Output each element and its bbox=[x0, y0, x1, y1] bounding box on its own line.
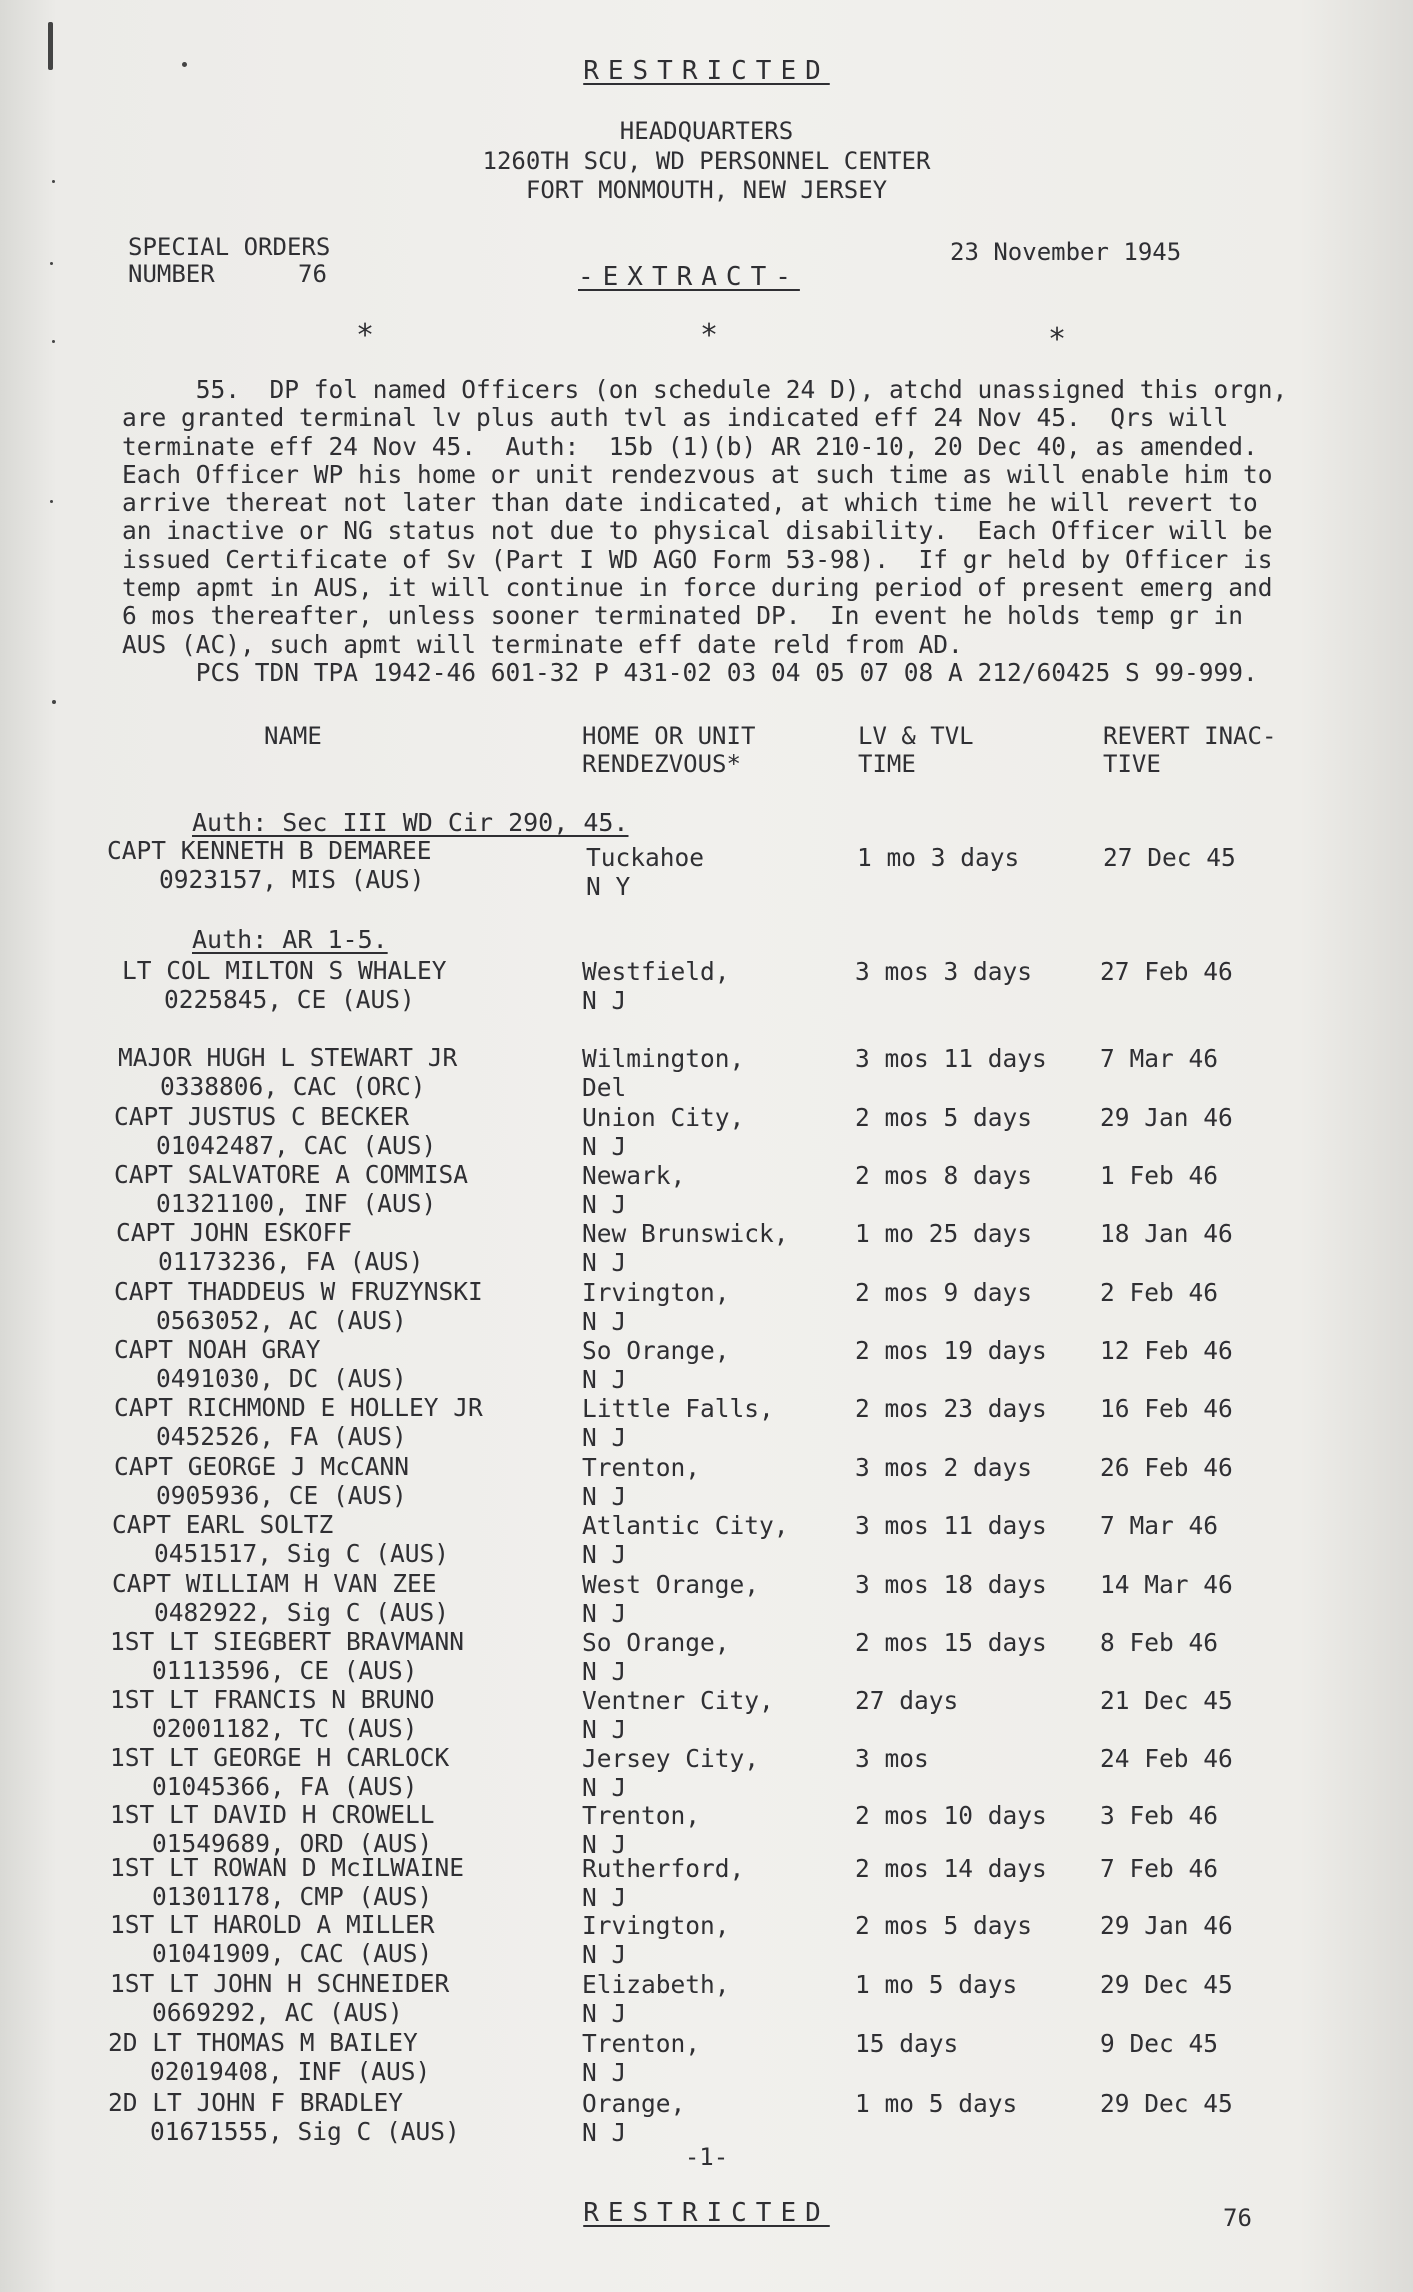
paragraph-line: PCS TDN TPA 1942-46 601-32 P 431-02 03 04 05 07 08 A 212/60425 S 99-999. bbox=[122, 657, 1258, 687]
officer-leave: 2 mos 15 days bbox=[855, 1628, 1047, 1657]
section-authority: Auth: Sec III WD Cir 290, 45. bbox=[192, 808, 629, 837]
officer-leave: 1 mo 5 days bbox=[855, 1970, 1018, 1999]
officer-leave: 3 mos 2 days bbox=[855, 1453, 1033, 1482]
officer-name-cell bbox=[110, 1853, 464, 1911]
officer-revert-date: 2 Feb 46 bbox=[1100, 1278, 1219, 1307]
officer-name: CAPT GEORGE J McCANN bbox=[114, 1452, 410, 1481]
officer-revert-date: 27 Feb 46 bbox=[1100, 957, 1233, 986]
officer-serial: 0338806, CAC (ORC) bbox=[160, 1072, 426, 1101]
officer-leave: 3 mos 11 days bbox=[855, 1044, 1047, 1073]
column-header-name: NAME bbox=[264, 722, 322, 750]
paragraph-line: issued Certificate of Sv (Part I WD AGO Form 53-98). If gr held by Officer is bbox=[122, 544, 1273, 574]
officer-revert-date: 29 Dec 45 bbox=[1100, 1970, 1233, 1999]
paragraph-line: arrive thereat not later than date indicated, at which time he will revert to bbox=[122, 488, 1258, 518]
officer-leave: 2 mos 19 days bbox=[855, 1336, 1047, 1365]
officer-revert-date: 3 Feb 46 bbox=[1100, 1801, 1219, 1830]
officer-home-cell: New Brunswick, N J bbox=[582, 1219, 789, 1277]
officer-name: CAPT NOAH GRAY bbox=[114, 1335, 321, 1364]
officer-leave: 3 mos 3 days bbox=[855, 957, 1033, 986]
officer-leave: 27 days bbox=[855, 1686, 959, 1715]
officer-name: 1ST LT HAROLD A MILLER bbox=[110, 1910, 435, 1939]
classification-bottom: RESTRICTED bbox=[583, 2198, 830, 2228]
officer-name-cell bbox=[108, 2088, 460, 2146]
officer-name: CAPT JUSTUS C BECKER bbox=[114, 1102, 410, 1131]
officer-serial: 0905936, CE (AUS) bbox=[156, 1481, 407, 1510]
officer-leave: 2 mos 8 days bbox=[855, 1161, 1033, 1190]
officer-name: 1ST LT GEORGE H CARLOCK bbox=[110, 1743, 450, 1772]
column-header-revert: REVERT INAC- TIVE bbox=[1103, 722, 1277, 778]
margin-speck bbox=[50, 262, 53, 265]
officer-leave: 2 mos 14 days bbox=[855, 1854, 1047, 1883]
officer-serial: 01041909, CAC (AUS) bbox=[152, 1939, 433, 1968]
paragraph-line: are granted terminal lv plus auth tvl as indicated eff 24 Nov 45. Qrs will bbox=[122, 403, 1229, 433]
officer-name: 1ST LT SIEGBERT BRAVMANN bbox=[110, 1627, 465, 1656]
officer-leave: 2 mos 5 days bbox=[855, 1911, 1033, 1940]
officer-name-cell bbox=[110, 1685, 435, 1743]
separator-star: * bbox=[356, 318, 375, 353]
officer-leave: 3 mos 11 days bbox=[855, 1511, 1047, 1540]
officer-name-cell bbox=[108, 2028, 430, 2086]
officer-revert-date: 16 Feb 46 bbox=[1100, 1394, 1233, 1423]
special-orders-label: SPECIAL ORDERS bbox=[128, 233, 331, 261]
officer-home-cell: Rutherford, N J bbox=[582, 1854, 745, 1912]
officer-name-cell bbox=[116, 1218, 424, 1276]
officer-serial: 01045366, FA (AUS) bbox=[152, 1772, 418, 1801]
officer-name: CAPT EARL SOLTZ bbox=[112, 1510, 334, 1539]
column-header-home: HOME OR UNIT RENDEZVOUS* bbox=[582, 722, 756, 778]
officer-name: CAPT JOHN ESKOFF bbox=[116, 1218, 353, 1247]
officer-serial: 01113596, CE (AUS) bbox=[152, 1656, 418, 1685]
officer-serial: 0923157, MIS (AUS) bbox=[159, 865, 425, 894]
officer-home-cell: Trenton, N J bbox=[582, 1453, 701, 1511]
officer-name-cell bbox=[112, 1569, 449, 1627]
page-marker: -1- bbox=[684, 2143, 729, 2171]
officer-leave: 3 mos bbox=[855, 1744, 929, 1773]
officer-revert-date: 7 Mar 46 bbox=[1100, 1044, 1219, 1073]
officer-home-cell: Trenton, N J bbox=[582, 1801, 701, 1859]
paragraph-line: AUS (AC), such apmt will terminate eff date reld from AD. bbox=[122, 629, 963, 659]
officer-leave: 1 mo 5 days bbox=[855, 2089, 1018, 2118]
officer-home-cell: Wilmington, Del bbox=[582, 1044, 745, 1102]
header-line-3: FORT MONMOUTH, NEW JERSEY bbox=[525, 176, 888, 204]
footer-order-number: 76 bbox=[1223, 2204, 1252, 2232]
officer-serial: 02019408, INF (AUS) bbox=[150, 2057, 431, 2086]
officer-serial: 0669292, AC (AUS) bbox=[152, 1998, 403, 2027]
order-date: 23 November 1945 bbox=[950, 238, 1182, 266]
officer-home-cell: Atlantic City, N J bbox=[582, 1511, 789, 1569]
separator-star: * bbox=[700, 318, 719, 353]
officer-serial: 01301178, CMP (AUS) bbox=[152, 1882, 433, 1911]
officer-name: 2D LT THOMAS M BAILEY bbox=[108, 2028, 418, 2057]
officer-name-cell bbox=[114, 1335, 407, 1393]
order-paragraph bbox=[122, 375, 1288, 687]
officer-name-cell bbox=[114, 1393, 483, 1451]
order-number: 76 bbox=[298, 260, 327, 288]
officer-home-cell: Trenton, N J bbox=[582, 2029, 701, 2087]
officer-leave: 2 mos 23 days bbox=[855, 1394, 1047, 1423]
number-label: NUMBER bbox=[128, 260, 215, 288]
officer-name-cell bbox=[110, 1800, 435, 1858]
officer-leave: 1 mo 3 days bbox=[857, 843, 1020, 872]
paragraph-line: 6 mos thereafter, unless sooner terminated DP. In event he holds temp gr in bbox=[122, 601, 1244, 631]
officer-home-cell: Tuckahoe N Y bbox=[586, 843, 705, 901]
officer-name-cell bbox=[114, 1160, 468, 1218]
paragraph-line: Each Officer WP his home or unit rendezvous at such time as will enable him to bbox=[122, 459, 1273, 489]
officer-serial: 0225845, CE (AUS) bbox=[164, 985, 415, 1014]
officer-revert-date: 12 Feb 46 bbox=[1100, 1336, 1233, 1365]
officer-name: CAPT KENNETH B DEMAREE bbox=[107, 836, 432, 865]
officer-home-cell: Irvington, N J bbox=[582, 1911, 730, 1969]
officer-home-cell: Little Falls, N J bbox=[582, 1394, 774, 1452]
officer-revert-date: 29 Dec 45 bbox=[1100, 2089, 1233, 2118]
paragraph-line: 55. DP fol named Officers (on schedule 24 D), atchd unassigned this orgn, bbox=[122, 375, 1288, 404]
officer-name-cell bbox=[114, 1452, 409, 1510]
officer-leave: 2 mos 5 days bbox=[855, 1103, 1033, 1132]
officer-name-cell bbox=[110, 1969, 449, 2027]
officer-name: CAPT SALVATORE A COMMISA bbox=[114, 1160, 469, 1189]
officer-name: CAPT WILLIAM H VAN ZEE bbox=[112, 1569, 437, 1598]
officer-name-cell bbox=[110, 1910, 435, 1968]
officer-serial: 01671555, Sig C (AUS) bbox=[150, 2117, 460, 2146]
officer-serial: 0452526, FA (AUS) bbox=[156, 1422, 407, 1451]
officer-home-cell: Elizabeth, N J bbox=[582, 1970, 730, 2028]
officer-name-cell bbox=[112, 1510, 449, 1568]
officer-serial: 0491030, DC (AUS) bbox=[156, 1364, 407, 1393]
officer-name-cell bbox=[107, 836, 432, 894]
officer-revert-date: 29 Jan 46 bbox=[1100, 1911, 1233, 1940]
paragraph-line: terminate eff 24 Nov 45. Auth: 15b (1)(b) AR 210-10, 20 Dec 40, as amended. bbox=[122, 431, 1258, 461]
officer-serial: 01549689, ORD (AUS) bbox=[152, 1829, 433, 1858]
officer-name: 1ST LT DAVID H CROWELL bbox=[110, 1800, 435, 1829]
officer-revert-date: 1 Feb 46 bbox=[1100, 1161, 1219, 1190]
officer-home-cell: So Orange, N J bbox=[582, 1628, 730, 1686]
officer-home-cell: Irvington, N J bbox=[582, 1278, 730, 1336]
officer-name: MAJOR HUGH L STEWART JR bbox=[118, 1043, 458, 1072]
officer-name-cell bbox=[114, 1277, 483, 1335]
officer-revert-date: 27 Dec 45 bbox=[1103, 843, 1236, 872]
officer-name-cell bbox=[118, 1043, 457, 1101]
extract-title: -EXTRACT- bbox=[578, 262, 800, 292]
officer-leave: 1 mo 25 days bbox=[855, 1219, 1033, 1248]
officer-revert-date: 26 Feb 46 bbox=[1100, 1453, 1233, 1482]
officer-leave: 3 mos 18 days bbox=[855, 1570, 1047, 1599]
officer-home-cell: Union City, N J bbox=[582, 1103, 745, 1161]
officer-name: CAPT THADDEUS W FRUZYNSKI bbox=[114, 1277, 483, 1306]
officer-home-cell: Westfield, N J bbox=[582, 957, 730, 1015]
officer-name-cell bbox=[110, 1743, 449, 1801]
officer-revert-date: 29 Jan 46 bbox=[1100, 1103, 1233, 1132]
officer-serial: 01321100, INF (AUS) bbox=[156, 1189, 437, 1218]
classification-top: RESTRICTED bbox=[583, 56, 830, 86]
section-authority: Auth: AR 1-5. bbox=[192, 925, 388, 954]
margin-speck bbox=[50, 500, 53, 503]
separator-star: * bbox=[1048, 322, 1067, 357]
officer-revert-date: 24 Feb 46 bbox=[1100, 1744, 1233, 1773]
officer-name-cell bbox=[110, 1627, 464, 1685]
officer-home-cell: So Orange, N J bbox=[582, 1336, 730, 1394]
paragraph-line: temp apmt in AUS, it will continue in force during period of present emerg and bbox=[122, 573, 1273, 603]
officer-revert-date: 9 Dec 45 bbox=[1100, 2029, 1219, 2058]
officer-name-cell bbox=[122, 956, 447, 1014]
margin-speck bbox=[52, 340, 55, 343]
officer-leave: 15 days bbox=[855, 2029, 959, 2058]
officer-name-cell bbox=[114, 1102, 436, 1160]
officer-serial: 01173236, FA (AUS) bbox=[158, 1247, 424, 1276]
officer-home-cell: Newark, N J bbox=[582, 1161, 686, 1219]
officer-name: 1ST LT ROWAN D McILWAINE bbox=[110, 1853, 465, 1882]
officer-serial: 02001182, TC (AUS) bbox=[152, 1714, 418, 1743]
officer-home-cell: West Orange, N J bbox=[582, 1570, 760, 1628]
officer-leave: 2 mos 10 days bbox=[855, 1801, 1047, 1830]
paragraph-line: an inactive or NG status not due to physical disability. Each Officer will be bbox=[122, 516, 1273, 546]
officer-serial: 0482922, Sig C (AUS) bbox=[154, 1598, 450, 1627]
header-line-1: HEADQUARTERS bbox=[619, 117, 794, 145]
officer-leave: 2 mos 9 days bbox=[855, 1278, 1033, 1307]
officer-home-cell: Jersey City, N J bbox=[582, 1744, 760, 1802]
officer-revert-date: 7 Feb 46 bbox=[1100, 1854, 1219, 1883]
officer-home-cell: Orange, N J bbox=[582, 2089, 686, 2147]
officer-name: 2D LT JOHN F BRADLEY bbox=[108, 2088, 404, 2117]
officer-name: CAPT RICHMOND E HOLLEY JR bbox=[114, 1393, 483, 1422]
officer-name: 1ST LT FRANCIS N BRUNO bbox=[110, 1685, 435, 1714]
officer-name: 1ST LT JOHN H SCHNEIDER bbox=[110, 1969, 450, 1998]
column-header-leave: LV & TVL TIME bbox=[858, 722, 974, 778]
officer-revert-date: 21 Dec 45 bbox=[1100, 1686, 1233, 1715]
officer-name: LT COL MILTON S WHALEY bbox=[122, 956, 447, 985]
officer-revert-date: 7 Mar 46 bbox=[1100, 1511, 1219, 1540]
officer-serial: 0563052, AC (AUS) bbox=[156, 1306, 407, 1335]
officer-revert-date: 18 Jan 46 bbox=[1100, 1219, 1233, 1248]
header-line-2: 1260TH SCU, WD PERSONNEL CENTER bbox=[482, 147, 931, 175]
officer-serial: 01042487, CAC (AUS) bbox=[156, 1131, 437, 1160]
officer-home-cell: Ventner City, N J bbox=[582, 1686, 774, 1744]
officer-serial: 0451517, Sig C (AUS) bbox=[154, 1539, 450, 1568]
officer-revert-date: 14 Mar 46 bbox=[1100, 1570, 1233, 1599]
officer-revert-date: 8 Feb 46 bbox=[1100, 1628, 1219, 1657]
margin-speck bbox=[52, 700, 56, 704]
